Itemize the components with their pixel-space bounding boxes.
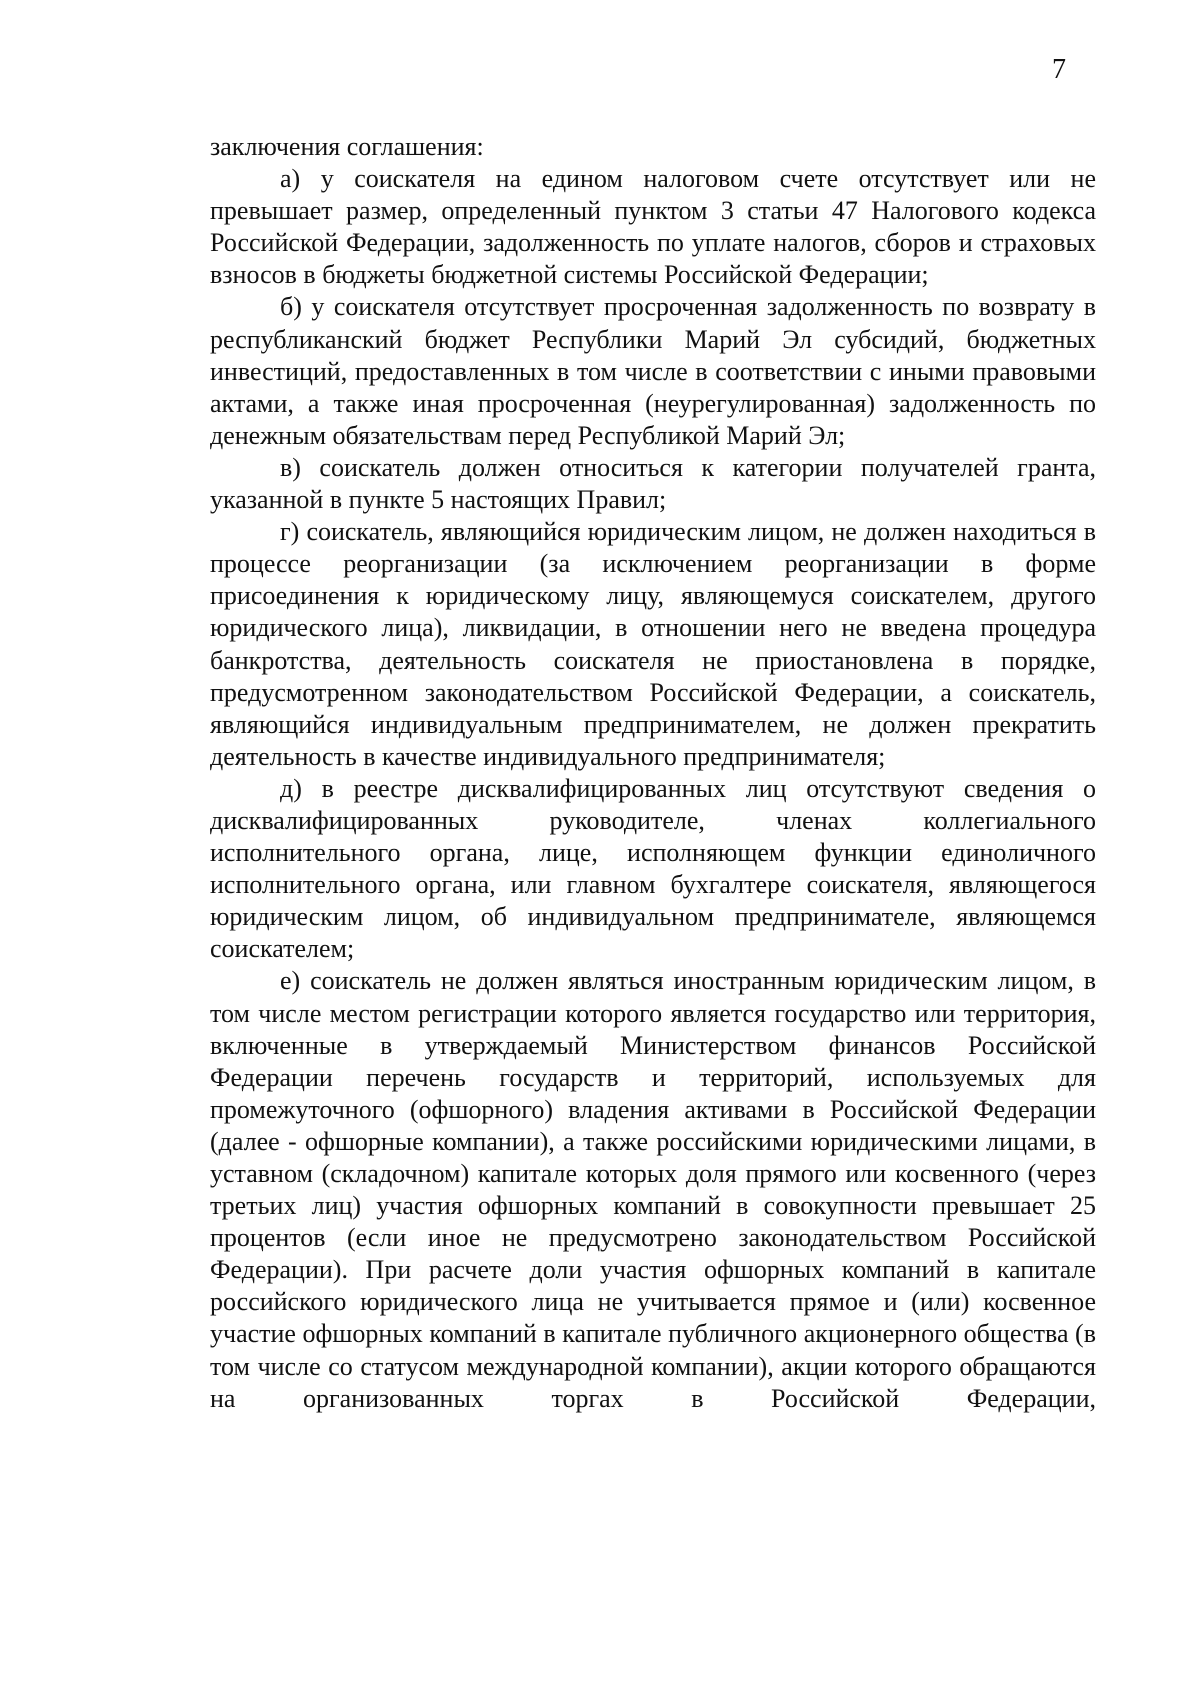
paragraph-item-a: а) у соискателя на едином налоговом счете отсутствует или не превышает размер, определенный пунктом 3 статьи 47 Налогового кодекса Российской Федерации, задолженность по уплате налогов, сборов и страховых взносов в бюджеты бюджетной системы Российской Федерации; xyxy=(210,164,1096,290)
paragraph-item-v: в) соискатель должен относиться к категории получателей гранта, указанной в пункте 5 настоящих Правил; xyxy=(210,452,1096,515)
paragraph-item-d: д) в реестре дисквалифицированных лиц отсутствуют сведения о дисквалифицированных руководителе, членах коллегиального исполнительного органа, лице, исполняющем функции единоличного исполнительного органа, или главном бухгалтере соискателя, являющегося юридическим лицом, об индивидуальном предпринимателе, являющемся соискателем; xyxy=(210,773,1096,964)
document-body xyxy=(210,131,1096,1415)
paragraph-item-b: б) у соискателя отсутствует просроченная задолженность по возврату в республиканский бюджет Республики Марий Эл субсидий, бюджетных инвестиций, предоставленных в том числе в соответствии с иными правовыми актами, а также иная просроченная (неурегулированная) задолженность по денежным обязательствам перед Республикой Марий Эл; xyxy=(210,292,1096,450)
paragraph-item-e: е) соискатель не должен являться иностранным юридическим лицом, в том числе местом регистрации которого является государство или территория, включенные в утверждаемый Министерством финансов Российской Федерации перечень государств и территорий, используемых для промежуточного (офшорного) владения активами в Российской Федерации (далее - офшорные компании), а также российскими юридическими лицами, в уставном (складочном) капитале которых доля прямого или косвенного (через третьих лиц) участия офшорных компаний в совокупности превышает 25 процентов (если иное не предусмотрено законодательством Российской Федерации). При расчете доли участия офшорных компаний в капитале российского юридического лица не учитывается прямое и (или) косвенное участие офшорных компаний в капитале публичного акционерного общества (в том числе со статусом международной компании), акции которого обращаются на организованных торгах в Российской Федерации, xyxy=(210,966,1096,1413)
paragraph-item-g: г) соискатель, являющийся юридическим лицом, не должен находиться в процессе реорганизации (за исключением реорганизации в форме присоединения к юридическому лицу, являющемуся соискателем, другого юридического лица), ликвидации, в отношении него не введена процедура банкротства, деятельность соискателя не приостановлена в порядке, предусмотренном законодательством Российской Федерации, а соискатель, являющийся индивидуальным предпринимателем, не должен прекратить деятельность в качестве индивидуального предпринимателя; xyxy=(210,517,1096,771)
paragraph-intro: заключения соглашения: xyxy=(210,132,484,161)
page-number: 7 xyxy=(1052,54,1066,85)
